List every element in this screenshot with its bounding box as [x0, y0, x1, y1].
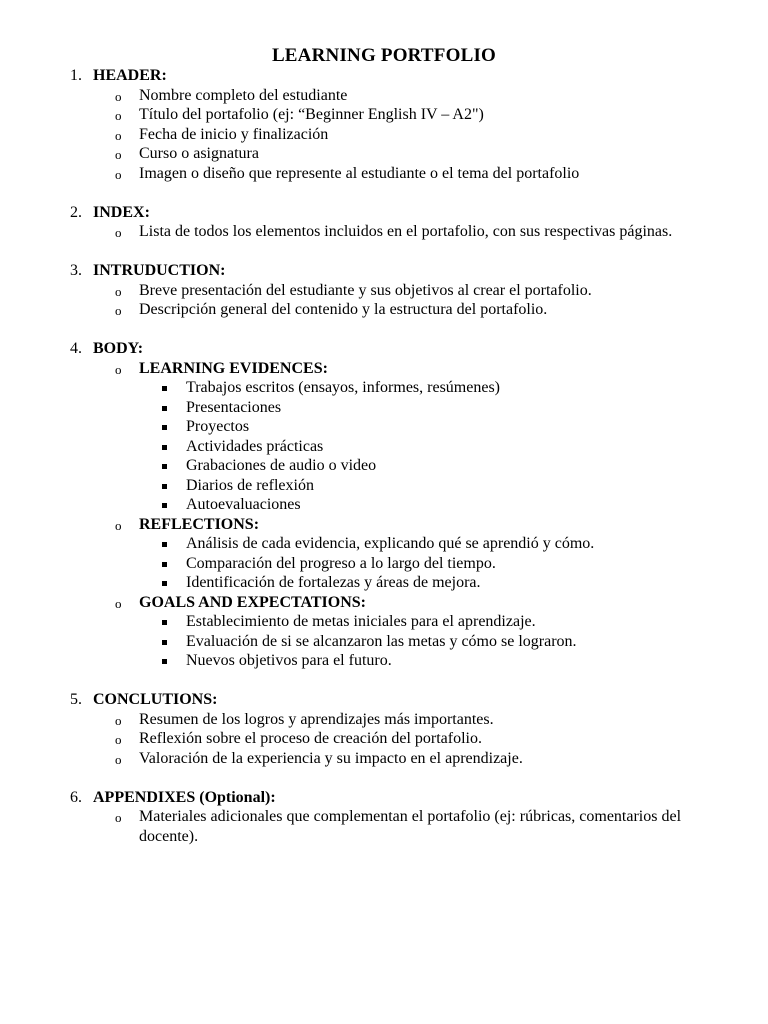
sub-list-item-text: Presentaciones [186, 398, 282, 416]
bullet-marker: o [115, 751, 122, 767]
sub-list-item [0, 398, 768, 418]
section-heading: APPENDIXES (Optional): [93, 788, 276, 806]
list-item [0, 222, 719, 242]
sub-list-item-text: Comparación del progreso a lo largo del tiempo. [186, 554, 496, 572]
list-item [0, 105, 768, 125]
bullet-marker: o [115, 147, 122, 162]
square-bullet-icon [162, 484, 167, 489]
section-number: 5. [70, 691, 82, 708]
list-item-text: Breve presentación del estudiante y sus objetivos al crear el portafolio. [139, 281, 592, 299]
square-bullet-icon [162, 659, 167, 664]
section-number: 2. [70, 203, 82, 221]
list-item [0, 729, 768, 749]
section-heading: CONCLUTIONS: [93, 691, 218, 708]
section-heading-line [0, 339, 768, 359]
sub-list-item-text: Nuevos objetivos para el futuro. [186, 652, 392, 669]
list-item [0, 749, 768, 769]
section-heading-line [0, 66, 768, 86]
sub-list-item [0, 437, 768, 457]
sub-list-item-text: Análisis de cada evidencia, explicando qué se aprendió y cómo. [186, 535, 595, 552]
section-heading-line [0, 203, 768, 223]
subsection-heading-item [0, 593, 768, 613]
page-title: LEARNING PORTFOLIO [271, 45, 497, 66]
section-number: 1. [70, 67, 82, 84]
bullet-marker: o [115, 108, 122, 123]
section-conclusions [0, 690, 768, 768]
sub-list-item-text: Identificación de fortalezas y áreas de mejora. [186, 574, 481, 591]
bullet-marker: o [115, 732, 122, 747]
sub-list-item [0, 651, 768, 671]
section-appendixes [0, 788, 768, 847]
document-body [0, 66, 768, 866]
sub-list-item [0, 495, 768, 515]
square-bullet-icon [162, 406, 167, 411]
list-item [0, 144, 768, 164]
sub-list-item-text: Proyectos [186, 418, 250, 435]
bullet-marker: o [115, 361, 122, 377]
sub-list-item-text: Evaluación de si se alcanzaron las metas y cómo se lograron. [186, 632, 577, 650]
list-item-text: Materiales adicionales que complementan el portafolio (ej: rúbricas, comentarios del docente). [139, 808, 682, 845]
bullet-marker: o [115, 712, 122, 728]
square-bullet-icon [162, 640, 167, 645]
list-item-text: Valoración de la experiencia y su impacto en el aprendizaje. [139, 749, 523, 767]
section-heading: HEADER: [93, 67, 167, 84]
bullet-marker: o [115, 595, 122, 611]
square-bullet-icon [162, 581, 167, 586]
subsection-heading: REFLECTIONS: [139, 515, 260, 533]
list-item-text: Descripción general del contenido y la estructura del portafolio. [139, 301, 548, 318]
sub-list-item-text: Autoevaluaciones [186, 496, 301, 513]
section-introduction [0, 261, 768, 320]
section-header [0, 66, 768, 183]
section-heading: INDEX: [93, 203, 150, 221]
square-bullet-icon [162, 386, 167, 391]
list-item-text: Fecha de inicio y finalización [139, 125, 329, 143]
list-item-text: Resumen de los logros y aprendizajes más importantes. [139, 710, 494, 728]
list-item [0, 300, 768, 320]
section-number: 4. [70, 340, 82, 357]
square-bullet-icon [162, 620, 167, 625]
bullet-marker: o [115, 166, 122, 182]
bullet-marker: o [115, 283, 122, 299]
sub-list-item-text: Establecimiento de metas iniciales para el aprendizaje. [186, 613, 536, 630]
subsection-heading-item [0, 515, 768, 535]
bullet-marker: o [115, 127, 122, 143]
sub-list-item [0, 476, 768, 496]
list-item-text: Imagen o diseño que represente al estudiante o el tema del portafolio [139, 164, 580, 182]
section-number: 6. [70, 788, 82, 806]
list-item-text: Reflexión sobre el proceso de creación del portafolio. [139, 730, 482, 747]
sub-list-item [0, 456, 768, 476]
bullet-marker: o [115, 810, 122, 825]
sub-list-item [0, 573, 768, 593]
list-item-text: Título del portafolio (ej: “Beginner English IV – A2") [139, 106, 484, 123]
square-bullet-icon [162, 562, 167, 567]
section-number: 3. [70, 262, 82, 279]
bullet-marker: o [115, 303, 122, 318]
bullet-marker: o [115, 225, 122, 240]
sub-list-item-text: Actividades prácticas [186, 437, 324, 455]
square-bullet-icon [162, 464, 167, 469]
sub-list-item [0, 632, 768, 652]
section-heading-line [0, 788, 768, 808]
section-index [0, 203, 768, 242]
list-item [0, 125, 768, 145]
list-item-text: Nombre completo del estudiante [139, 86, 348, 104]
square-bullet-icon [162, 425, 167, 430]
sub-list-item [0, 612, 768, 632]
sub-list-item [0, 378, 768, 398]
sub-list-item [0, 417, 768, 437]
square-bullet-icon [162, 445, 167, 450]
list-item [0, 807, 719, 846]
square-bullet-icon [162, 503, 167, 508]
square-bullet-icon [162, 542, 167, 547]
list-item-text: Lista de todos los elementos incluidos en el portafolio, con sus respectivas páginas. [139, 223, 673, 240]
section-heading-line [0, 690, 768, 710]
bullet-marker: o [115, 88, 122, 104]
section-heading-line [0, 261, 768, 281]
list-item-text: Curso o asignatura [139, 145, 259, 162]
bullet-marker: o [115, 517, 122, 533]
sub-list-item [0, 534, 768, 554]
section-heading: INTRUDUCTION: [93, 262, 226, 279]
subsection-heading-item [0, 359, 768, 379]
list-item [0, 281, 768, 301]
subsection-heading: GOALS AND EXPECTATIONS: [139, 593, 366, 611]
list-item [0, 710, 768, 730]
sub-list-item [0, 554, 768, 574]
section-body [0, 339, 768, 671]
sub-list-item-text: Diarios de reflexión [186, 476, 314, 494]
sub-list-item-text: Trabajos escritos (ensayos, informes, resúmenes) [186, 379, 501, 396]
list-item [0, 164, 768, 184]
subsection-heading: LEARNING EVIDENCES: [139, 359, 328, 377]
sub-list-item-text: Grabaciones de audio o video [186, 457, 377, 474]
section-heading: BODY: [93, 340, 144, 357]
list-item [0, 86, 768, 106]
